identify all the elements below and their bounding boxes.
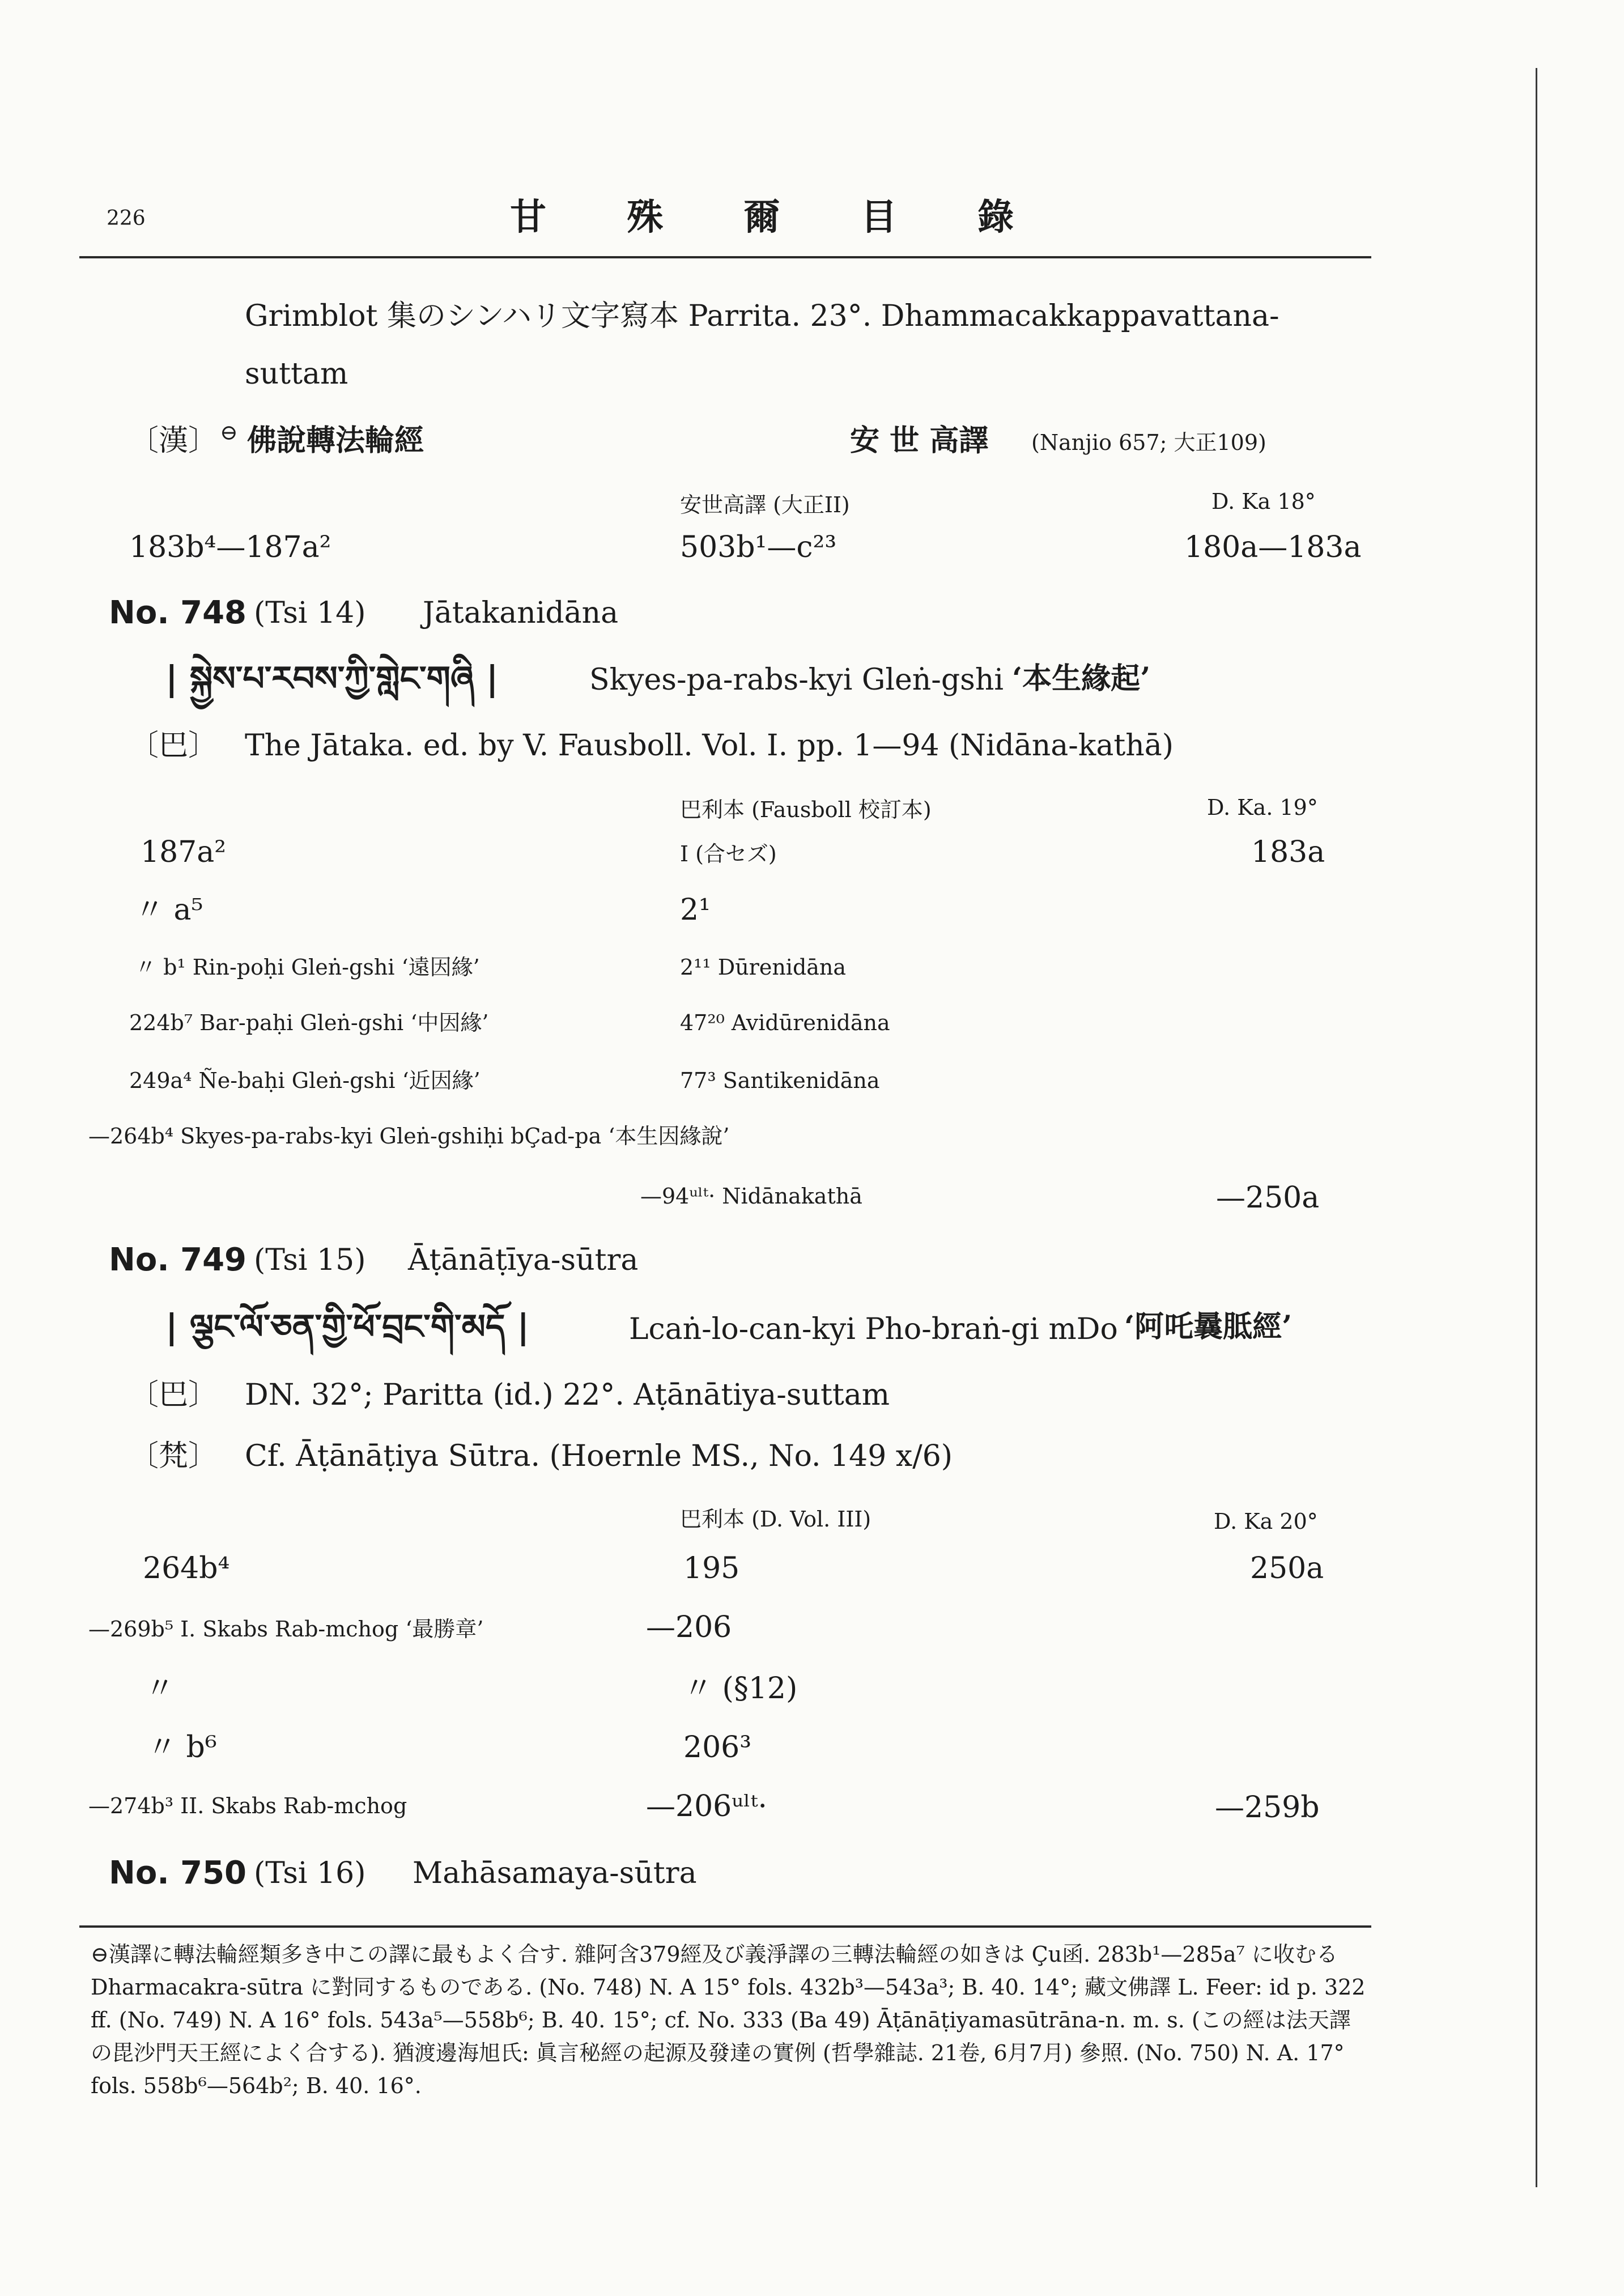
table-cell-mid: 2¹ — [680, 893, 711, 927]
entry-749-pali-label: 〔巴〕 — [129, 1378, 218, 1412]
entry-749-pali-ref: DN. 32°; Paritta (id.) 22°. Aṭānātiya-suttam — [245, 1378, 890, 1412]
table-cell-mid: 〃 (§12) — [683, 1672, 798, 1706]
page-edge-line — [1536, 68, 1537, 2187]
entry-748-tibetan: | སྐྱེས་པ་རབས་ཀྱི་གླེང་གཞི | — [165, 659, 499, 699]
entry-749-tsi: (Tsi 15) — [254, 1243, 366, 1277]
table-cell-mid: 47²⁰ Avidūrenidāna — [680, 1010, 890, 1035]
table-cell-left: 〃 a⁵ — [135, 893, 203, 927]
table-cell-mid: —94ᵘˡᵗ· Nidānakathā — [640, 1184, 862, 1209]
entry-749-translit: Lcaṅ-lo-can-kyi Pho-braṅ-gi mDo — [629, 1312, 1118, 1346]
entry-749-col-head-right: D. Ka 20° — [1214, 1509, 1318, 1534]
table-cell-left: —269b⁵ I. Skabs Rab-mchog ‘最勝章’ — [88, 1617, 484, 1642]
entry-748-pali-label: 〔巴〕 — [129, 729, 218, 763]
table-cell-left: 〃 — [145, 1672, 175, 1706]
table-cell-left: 249a⁴ Ñe-baḥi Gleṅ-gshi ‘近因緣’ — [129, 1068, 481, 1093]
table-cell-right: —259b — [1215, 1791, 1320, 1825]
entry-750-tsi: (Tsi 16) — [254, 1856, 366, 1890]
header-rule — [79, 256, 1371, 258]
entry-748-title: Jātakanidāna — [423, 596, 619, 630]
entry-748-col-head-mid: 巴利本 (Fausboll 校訂本) — [680, 797, 932, 822]
table-cell-right: 250a — [1250, 1551, 1324, 1585]
page-number: 226 — [107, 207, 146, 230]
intro-col-head-mid: 安世高譯 (大正II) — [680, 492, 850, 517]
page-title: 甘 殊 爾 目 錄 — [510, 196, 1048, 239]
han-label: 〔漢〕 — [129, 424, 218, 458]
entry-748-cjk: ‘本生緣起’ — [1012, 661, 1151, 696]
table-cell-left: 264b⁴ — [143, 1551, 230, 1585]
entry-749-col-head-mid: 巴利本 (D. Vol. III) — [680, 1507, 871, 1532]
entry-750-title: Mahāsamaya-sūtra — [413, 1856, 697, 1890]
intro-col-head-right: D. Ka 18° — [1211, 489, 1316, 514]
entry-749-number: No. 749 — [109, 1241, 247, 1278]
han-translator: 安 世 高譯 — [850, 423, 989, 458]
table-cell-left: 〃 b¹ Rin-poḥi Gleṅ-gshi ‘遠因緣’ — [135, 955, 480, 980]
footnote-rule — [79, 1925, 1371, 1928]
intro-row-left: 183b⁴—187a² — [129, 530, 331, 564]
table-cell-left: 〃 b⁶ — [147, 1730, 217, 1764]
table-cell-left: 224b⁷ Bar-paḥi Gleṅ-gshi ‘中因緣’ — [129, 1010, 489, 1035]
table-cell-mid: I (合セズ) — [680, 841, 777, 866]
entry-749-tibetan: | ལྕང་ལོ་ཅན་གྱི་ཕོ་བྲང་གི་མདོ | — [165, 1307, 530, 1347]
table-cell-left: —274b³ II. Skabs Rab-mchog — [88, 1793, 407, 1818]
han-title: 佛說轉法輪經 — [247, 423, 424, 458]
entry-748-pali-ref: The Jātaka. ed. by V. Fausboll. Vol. I. pp. 1—94 (Nidāna-kathā) — [245, 729, 1174, 763]
entry-748-tsi: (Tsi 14) — [254, 596, 366, 630]
table-cell-mid: 195 — [683, 1551, 740, 1585]
intro-line-2: suttam — [245, 357, 348, 391]
han-footnote-mark: ⊖ — [220, 420, 238, 445]
table-cell-left: 187a² — [141, 835, 227, 869]
table-cell-left: —264b⁴ Skyes-pa-rabs-kyi Gleṅ-gshiḥi bÇad-pa ‘本生因緣說’ — [88, 1124, 730, 1149]
entry-749-title: Āṭānāṭīya-sūtra — [408, 1243, 639, 1277]
table-cell-mid: 206³ — [683, 1730, 752, 1764]
table-cell-right: —250a — [1216, 1181, 1320, 1215]
han-reference: (Nanjio 657; 大正109) — [1031, 430, 1266, 455]
entry-749-cjk: ‘阿吒曩胝經’ — [1124, 1309, 1293, 1344]
entry-748-translit: Skyes-pa-rabs-kyi Gleṅ-gshi — [589, 663, 1004, 697]
intro-row-mid: 503b¹—c²³ — [680, 530, 837, 564]
table-cell-mid: 2¹¹ Dūrenidāna — [680, 955, 847, 980]
table-cell-mid: —206 — [646, 1610, 732, 1644]
entry-750-number: No. 750 — [109, 1855, 247, 1891]
table-cell-mid: 77³ Santikenidāna — [680, 1068, 880, 1093]
intro-line-1: Grimblot 集のシンハリ文字寫本 Parrita. 23°. Dhammacakkappavattana- — [245, 299, 1279, 333]
intro-row-right: 180a—183a — [1184, 530, 1362, 564]
entry-749-skt-ref: Cf. Āṭānāṭiya Sūtra. (Hoernle MS., No. 149 x/6) — [245, 1439, 953, 1473]
entry-748-col-head-right: D. Ka. 19° — [1207, 795, 1318, 820]
footnote-text: ⊖漢譯に轉法輪經類多き中この譯に最もよく合す. 雜阿含379經及び義淨譯の三轉法輪經の如きは Çu函. 283b¹—285a⁷ に收むる Dharmacakra-sūtra に對同するものである. (No. 748) N. A 15° fols. 432b³—543a³; B. 40. 14°; 藏文佛譯 L. Feer: id p. 322 ff. (No. 749) N. A 16° fols. 543a⁵—558b⁶; B. 40. 15°; cf. No. 333 (Ba 49) Āṭānāṭiyamasūtrāna-n. m. s. (この經は法天譯の毘沙門天王經によく合する). 猶渡邊海旭氏: 眞言秘經の起源及發達の實例 (哲學雜誌. 21卷, 6月7月) 參照. (No. 750) N. A. 17° fols. 558b⁶—564b²; B. 40. 16°. — [91, 1942, 1366, 2098]
table-cell-mid: —206ᵘˡᵗ· — [646, 1789, 767, 1823]
table-cell-right: 183a — [1251, 835, 1325, 869]
entry-749-skt-label: 〔梵〕 — [129, 1439, 218, 1473]
entry-748-number: No. 748 — [109, 594, 247, 631]
